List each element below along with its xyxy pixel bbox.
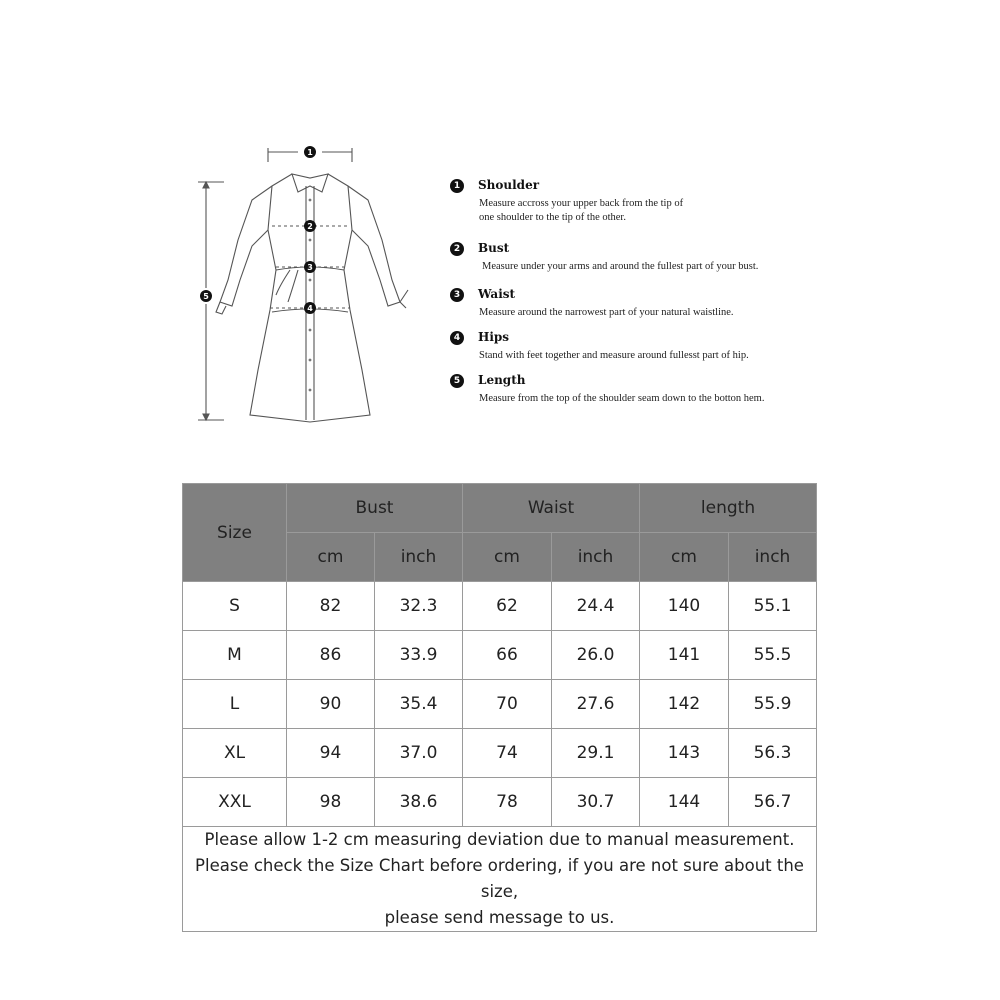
- value-cell: 24.4: [552, 582, 640, 631]
- value-cell: 140: [640, 582, 729, 631]
- number-badge-icon: 1: [450, 179, 464, 193]
- guide-description: Measure under your arms and around the fullest part of your bust.: [482, 261, 759, 272]
- value-cell: 29.1: [552, 729, 640, 778]
- unit-header: inch: [375, 533, 463, 582]
- value-cell: 32.3: [375, 582, 463, 631]
- value-cell: 56.7: [729, 778, 817, 827]
- note-line: Please allow 1-2 cm measuring deviation due to manual measurement.: [204, 830, 795, 849]
- value-cell: 66: [463, 631, 552, 680]
- marker-2-icon: [304, 220, 316, 232]
- value-cell: 86: [287, 631, 375, 680]
- value-cell: 94: [287, 729, 375, 778]
- value-cell: 38.6: [375, 778, 463, 827]
- value-cell: 142: [640, 680, 729, 729]
- unit-header: cm: [287, 533, 375, 582]
- marker-4-icon: [304, 302, 316, 314]
- table-row: [183, 582, 817, 631]
- size-cell: XL: [183, 729, 287, 778]
- svg-text:4: 4: [307, 304, 313, 313]
- svg-text:1: 1: [307, 148, 313, 157]
- svg-text:3: 3: [307, 263, 313, 272]
- marker-3-icon: [304, 261, 316, 273]
- table-row: [183, 729, 817, 778]
- table-row: [183, 631, 817, 680]
- value-cell: 35.4: [375, 680, 463, 729]
- value-cell: 141: [640, 631, 729, 680]
- unit-header: inch: [552, 533, 640, 582]
- note-line: Please check the Size Chart before ordering, if you are not sure about the size,: [195, 856, 804, 901]
- guide-description: Measure around the narrowest part of your natural waistline.: [479, 307, 734, 318]
- svg-text:5: 5: [203, 292, 209, 301]
- value-cell: 30.7: [552, 778, 640, 827]
- guide-title: Bust: [478, 241, 510, 255]
- number-badge-icon: 4: [450, 331, 464, 345]
- table-note: [183, 827, 817, 932]
- unit-header: inch: [729, 533, 817, 582]
- guide-description: Stand with feet together and measure around fullesst part of hip.: [479, 350, 749, 361]
- guide-title: Waist: [478, 287, 516, 301]
- value-cell: 55.1: [729, 582, 817, 631]
- group-header-waist: Waist: [463, 484, 640, 533]
- value-cell: 27.6: [552, 680, 640, 729]
- value-cell: 56.3: [729, 729, 817, 778]
- guide-title: Hips: [478, 330, 510, 344]
- size-cell: M: [183, 631, 287, 680]
- number-badge-icon: 2: [450, 242, 464, 256]
- value-cell: 74: [463, 729, 552, 778]
- guide-description: Measure accross your upper back from the tip of one shoulder to the tip of the other.: [479, 198, 684, 223]
- value-cell: 55.5: [729, 631, 817, 680]
- value-cell: 26.0: [552, 631, 640, 680]
- value-cell: 98: [287, 778, 375, 827]
- size-cell: XXL: [183, 778, 287, 827]
- size-cell: L: [183, 680, 287, 729]
- note-line: please send message to us.: [384, 908, 615, 927]
- value-cell: 33.9: [375, 631, 463, 680]
- size-column-header: Size: [183, 484, 287, 582]
- guide-title: Shoulder: [478, 178, 540, 192]
- table-row: [183, 778, 817, 827]
- number-badge-icon: 3: [450, 288, 464, 302]
- value-cell: 78: [463, 778, 552, 827]
- number-badge-icon: 5: [450, 374, 464, 388]
- value-cell: 82: [287, 582, 375, 631]
- value-cell: 143: [640, 729, 729, 778]
- value-cell: 70: [463, 680, 552, 729]
- group-header-length: length: [640, 484, 817, 533]
- svg-text:2: 2: [307, 222, 313, 231]
- marker-5-icon: [200, 290, 212, 302]
- size-cell: S: [183, 582, 287, 631]
- unit-header: cm: [463, 533, 552, 582]
- table-row: [183, 680, 817, 729]
- dress-diagram: [180, 130, 430, 430]
- unit-header: cm: [640, 533, 729, 582]
- value-cell: 62: [463, 582, 552, 631]
- value-cell: 37.0: [375, 729, 463, 778]
- marker-1-icon: [304, 146, 316, 158]
- group-header-bust: Bust: [287, 484, 463, 533]
- value-cell: 90: [287, 680, 375, 729]
- size-chart-table: [182, 483, 817, 932]
- value-cell: 55.9: [729, 680, 817, 729]
- guide-description: Measure from the top of the shoulder seam down to the botton hem.: [479, 393, 765, 404]
- value-cell: 144: [640, 778, 729, 827]
- guide-title: Length: [478, 373, 526, 387]
